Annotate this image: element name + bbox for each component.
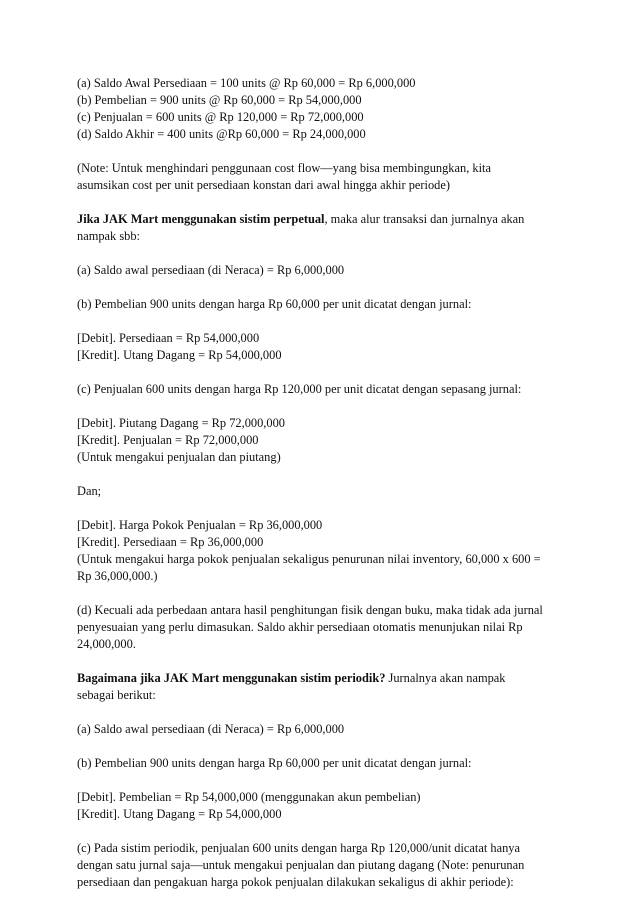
journal-line: (Untuk mengakui harga pokok penjualan sekaligus penurunan nilai inventory, 60,000 x 600 = — [77, 552, 541, 566]
perpetual-heading-rest: , maka alur transaksi dan jurnalnya akan — [324, 212, 525, 226]
journal-line: [Kredit]. Persediaan = Rp 36,000,000 — [77, 535, 264, 549]
perpetual-journal-b — [77, 330, 567, 364]
journal-line: [Debit]. Harga Pokok Penjualan = Rp 36,000,000 — [77, 518, 323, 532]
perpetual-item-d — [77, 602, 567, 653]
journal-line: [Debit]. Persediaan = Rp 54,000,000 — [77, 331, 260, 345]
perpetual-item-b: (b) Pembelian 900 units dengan harga Rp 60,000 per unit dicatat dengan jurnal: — [77, 297, 472, 311]
item-d-line: 24,000,000. — [77, 637, 136, 651]
perpetual-heading-bold: Jika JAK Mart menggunakan sistim perpetual — [77, 212, 325, 226]
dan-text: Dan; — [77, 484, 102, 498]
journal-line: Rp 36,000,000.) — [77, 569, 158, 583]
note-line: asumsikan cost per unit persediaan konstan dari awal hingga akhir periode) — [77, 178, 450, 192]
journal-line: [Kredit]. Utang Dagang = Rp 54,000,000 — [77, 807, 282, 821]
journal-line: [Kredit]. Utang Dagang = Rp 54,000,000 — [77, 348, 282, 362]
note-line: (Note: Untuk menghindari penggunaan cost flow—yang bisa membingungkan, kita — [77, 161, 491, 175]
periodic-item-a: (a) Saldo awal persediaan (di Neraca) = Rp 6,000,000 — [77, 722, 345, 736]
perpetual-journal-c1 — [77, 415, 567, 466]
summary-line: (b) Pembelian = 900 units @ Rp 60,000 = Rp 54,000,000 — [77, 93, 362, 107]
periodic-heading — [77, 670, 567, 704]
periodic-item-b: (b) Pembelian 900 units dengan harga Rp 60,000 per unit dicatat dengan jurnal: — [77, 756, 472, 770]
item-d-line: penyesuaian yang perlu dimasukan. Saldo akhir persediaan otomatis menunjukan nilai Rp — [77, 620, 523, 634]
journal-line: [Debit]. Piutang Dagang = Rp 72,000,000 — [77, 416, 285, 430]
summary-line: (a) Saldo Awal Persediaan = 100 units @ Rp 60,000 = Rp 6,000,000 — [77, 76, 416, 90]
perpetual-item-c: (c) Penjualan 600 units dengan harga Rp 120,000 per unit dicatat dengan sepasang jurnal: — [77, 382, 522, 396]
summary-line: (d) Saldo Akhir = 400 units @Rp 60,000 = Rp 24,000,000 — [77, 127, 366, 141]
journal-line: [Kredit]. Penjualan = Rp 72,000,000 — [77, 433, 259, 447]
perpetual-heading — [77, 211, 567, 245]
item-c-line: persediaan dan pengakuan harga pokok penjualan dilakukan sekaligus di akhir periode): — [77, 875, 514, 889]
journal-line: [Debit]. Pembelian = Rp 54,000,000 (menggunakan akun pembelian) — [77, 790, 421, 804]
item-c-line: (c) Pada sistim periodik, penjualan 600 units dengan harga Rp 120,000/unit dicatat hanya — [77, 841, 520, 855]
note-paragraph — [77, 160, 567, 194]
document-body — [77, 75, 567, 891]
summary-line: (c) Penjualan = 600 units @ Rp 120,000 = Rp 72,000,000 — [77, 110, 364, 124]
perpetual-journal-c2 — [77, 517, 567, 585]
periodic-item-c — [77, 840, 567, 891]
perpetual-item-a: (a) Saldo awal persediaan (di Neraca) = Rp 6,000,000 — [77, 263, 345, 277]
periodic-heading-rest: Jurnalnya akan nampak — [385, 671, 506, 685]
periodic-heading-line2: sebagai berikut: — [77, 688, 156, 702]
perpetual-heading-line2: nampak sbb: — [77, 229, 140, 243]
item-c-line: dengan satu jurnal saja—untuk mengakui penjualan dan piutang dagang (Note: penurunan — [77, 858, 525, 872]
item-d-line: (d) Kecuali ada perbedaan antara hasil penghitungan fisik dengan buku, maka tidak ada jurnal — [77, 603, 543, 617]
periodic-heading-bold: Bagaimana jika JAK Mart menggunakan sistim periodik? — [77, 671, 386, 685]
periodic-journal-b — [77, 789, 567, 823]
summary-paragraph — [77, 75, 567, 143]
journal-line: (Untuk mengakui penjualan dan piutang) — [77, 450, 281, 464]
